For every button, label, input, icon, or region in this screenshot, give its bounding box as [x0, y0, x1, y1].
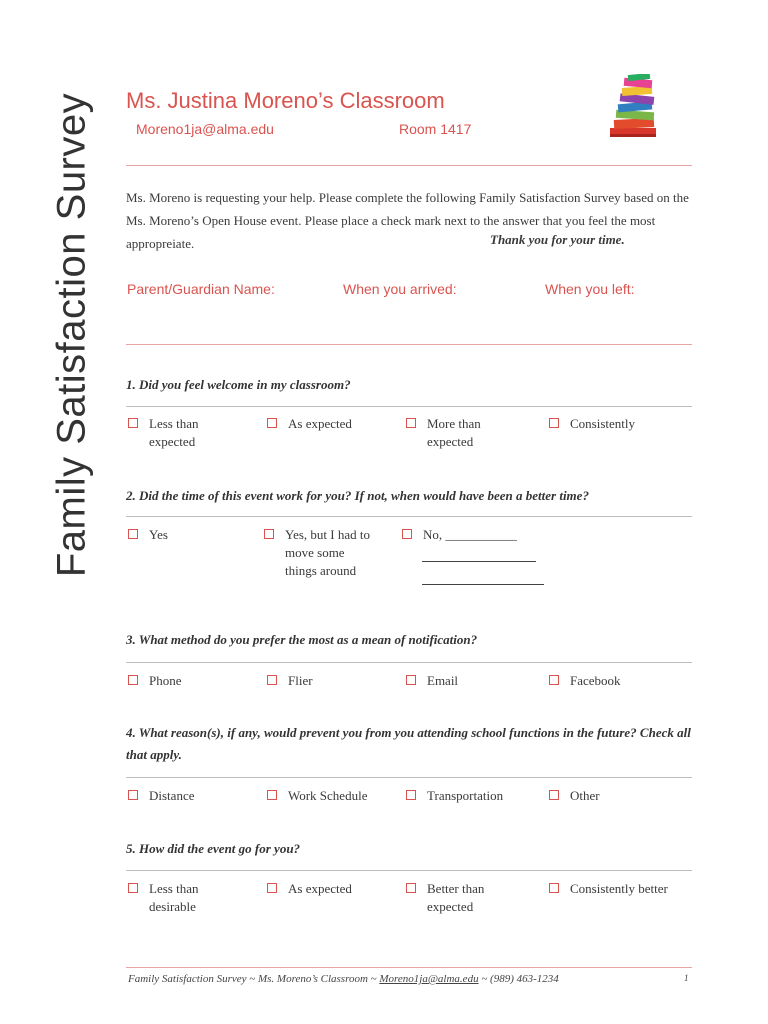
departure-time-field-label[interactable]: When you left:	[545, 281, 635, 297]
checkbox-icon[interactable]	[406, 883, 416, 893]
option-label: As expected	[288, 881, 352, 896]
option-label: Consistently better	[570, 881, 668, 896]
checkbox-icon[interactable]	[406, 418, 416, 428]
checkbox-icon[interactable]	[128, 529, 138, 539]
header-divider	[126, 165, 692, 166]
question-5-divider	[126, 870, 692, 871]
checkbox-icon[interactable]	[549, 675, 559, 685]
footer-phone: ~ (989) 463-1234	[478, 973, 559, 985]
thank-you-text: Thank you for your time.	[490, 232, 625, 247]
option-label: Facebook	[570, 673, 621, 688]
question-1: 1. Did you feel welcome in my classroom?	[126, 377, 351, 392]
checkbox-icon[interactable]	[402, 529, 412, 539]
teacher-email[interactable]: Moreno1ja@alma.edu	[136, 121, 274, 137]
option-label: As expected	[288, 416, 352, 431]
option-label: Consistently	[570, 416, 636, 431]
option-label: Less than expected	[149, 416, 199, 449]
checkbox-icon[interactable]	[128, 790, 138, 800]
checkbox-icon[interactable]	[128, 418, 138, 428]
option-label: Flier	[288, 673, 313, 688]
option-label: Transportation	[427, 788, 504, 803]
sidebar-title-text: Family Satisfaction Survey	[49, 92, 94, 578]
q2-answer-line-1[interactable]	[422, 561, 536, 562]
page-title: Ms. Justina Moreno’s Classroom	[126, 88, 445, 113]
question-5: 5. How did the event go for you?	[126, 841, 301, 856]
option-label: No, ___________	[423, 527, 517, 542]
footer-email-link[interactable]: Moreno1ja@alma.edu	[379, 973, 479, 985]
option-label: Phone	[149, 673, 182, 688]
footer	[128, 973, 559, 985]
footer-divider	[126, 967, 692, 968]
question-3-divider	[126, 662, 692, 663]
question-2: 2. Did the time of this event work for you? If not, when would have been a better time?	[126, 488, 589, 503]
question-4-divider	[126, 777, 692, 778]
checkbox-icon[interactable]	[406, 675, 416, 685]
checkbox-icon[interactable]	[267, 418, 277, 428]
checkbox-icon[interactable]	[267, 675, 277, 685]
checkbox-icon[interactable]	[128, 675, 138, 685]
checkbox-icon[interactable]	[549, 883, 559, 893]
option-label: Work Schedule	[288, 788, 368, 803]
option-label: More than expected	[427, 416, 481, 449]
checkbox-icon[interactable]	[267, 790, 277, 800]
stack-of-books-icon	[606, 74, 662, 140]
option-label: Better than expected	[427, 881, 485, 914]
checkbox-icon[interactable]	[549, 418, 559, 428]
option-label: Yes	[149, 527, 168, 542]
question-3: 3. What method do you prefer the most as a mean of notification?	[126, 632, 478, 647]
room-number: Room 1417	[399, 121, 472, 137]
sidebar-title	[22, 80, 122, 590]
intro-text: Ms. Moreno is requesting your help. Please complete the following Family Satisfaction Survey based on the Ms. Moreno’s Open House event. Please place a check mark next to the answer that you feel the most appropreiate.	[126, 190, 689, 251]
fields-divider	[126, 344, 692, 345]
option-label: Distance	[149, 788, 195, 803]
option-label: Less than desirable	[149, 881, 199, 914]
arrival-time-field-label[interactable]: When you arrived:	[343, 281, 457, 297]
checkbox-icon[interactable]	[549, 790, 559, 800]
option-label: Yes, but I had to move some things around	[285, 527, 370, 578]
question-4: 4. What reason(s), if any, would prevent you from you attending school functions in the future? Check all that apply.	[126, 725, 691, 762]
option-label: Other	[570, 788, 600, 803]
checkbox-icon[interactable]	[128, 883, 138, 893]
q2-answer-line-2[interactable]	[422, 584, 544, 585]
question-2-divider	[126, 516, 692, 517]
checkbox-icon[interactable]	[267, 883, 277, 893]
parent-name-field-label[interactable]: Parent/Guardian Name:	[127, 281, 275, 297]
question-1-divider	[126, 406, 692, 407]
checkbox-icon[interactable]	[264, 529, 274, 539]
option-label: Email	[427, 673, 459, 688]
checkbox-icon[interactable]	[406, 790, 416, 800]
footer-prefix: Family Satisfaction Survey ~ Ms. Moreno’s Classroom ~	[128, 973, 380, 985]
page-number: 1	[684, 973, 689, 983]
